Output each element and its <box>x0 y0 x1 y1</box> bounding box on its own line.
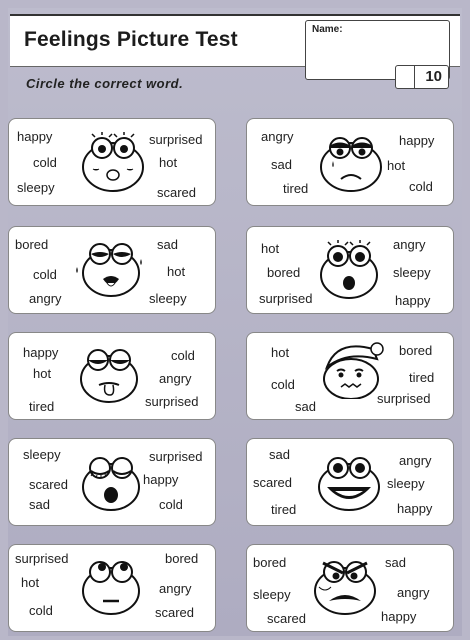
word-option[interactable]: surprised <box>145 394 199 409</box>
word-option[interactable]: sad <box>385 555 406 570</box>
word-option[interactable]: surprised <box>149 132 203 147</box>
word-option[interactable]: happy <box>143 472 179 487</box>
word-option[interactable]: sleepy <box>149 291 187 306</box>
bored-face-icon <box>75 555 147 617</box>
word-option[interactable]: tired <box>409 370 435 385</box>
word-option[interactable]: sad <box>157 237 178 252</box>
word-option[interactable]: sleepy <box>387 476 425 491</box>
scared-face-icon <box>313 239 385 301</box>
word-option[interactable]: hot <box>387 158 406 173</box>
word-option[interactable]: hot <box>159 155 178 170</box>
word-option[interactable]: angry <box>397 585 430 600</box>
score-blank[interactable] <box>396 66 415 88</box>
happy-face-icon <box>313 451 385 513</box>
worksheet-page <box>8 8 462 636</box>
word-option[interactable]: hot <box>167 264 186 279</box>
word-option[interactable]: angry <box>399 453 432 468</box>
word-option[interactable]: hot <box>271 345 290 360</box>
word-option[interactable]: cold <box>29 603 53 618</box>
word-option[interactable]: sleepy <box>23 447 61 462</box>
word-option[interactable]: sad <box>295 399 316 414</box>
word-option[interactable]: tired <box>283 181 309 196</box>
score-box <box>395 65 449 89</box>
word-option[interactable]: sleepy <box>393 265 431 280</box>
word-option[interactable]: happy <box>397 501 433 516</box>
feeling-card <box>8 544 216 632</box>
word-option[interactable]: angry <box>29 291 62 306</box>
hot-face-icon <box>75 237 147 299</box>
word-option[interactable]: sad <box>269 447 290 462</box>
word-option[interactable]: bored <box>267 265 301 280</box>
word-option[interactable]: happy <box>23 345 59 360</box>
word-option[interactable]: bored <box>15 237 49 252</box>
angry-face-icon <box>309 555 381 617</box>
word-option[interactable]: surprised <box>15 551 69 566</box>
word-option[interactable]: sad <box>29 497 50 512</box>
feeling-card <box>8 118 216 206</box>
feeling-card <box>246 226 454 314</box>
name-label: Name: <box>312 24 343 35</box>
worksheet-title: Feelings Picture Test <box>24 28 238 51</box>
word-option[interactable]: angry <box>159 581 192 596</box>
word-option[interactable]: happy <box>381 609 417 624</box>
word-option[interactable]: scared <box>157 185 197 200</box>
feeling-card <box>246 544 454 632</box>
sad-face-icon <box>315 131 387 193</box>
word-option[interactable]: surprised <box>377 391 431 406</box>
word-option[interactable]: hot <box>261 241 280 256</box>
feeling-card <box>246 332 454 420</box>
word-option[interactable]: scared <box>267 611 307 626</box>
word-option[interactable]: surprised <box>149 449 203 464</box>
word-option[interactable]: angry <box>261 129 294 144</box>
feeling-card <box>8 438 216 526</box>
word-option[interactable]: surprised <box>259 291 313 306</box>
word-option[interactable]: cold <box>409 179 433 194</box>
word-option[interactable]: angry <box>159 371 192 386</box>
word-option[interactable]: cold <box>159 497 183 512</box>
word-option[interactable]: bored <box>165 551 199 566</box>
word-option[interactable]: tired <box>271 502 297 517</box>
word-option[interactable]: cold <box>271 377 295 392</box>
word-option[interactable]: bored <box>399 343 433 358</box>
word-option[interactable]: sleepy <box>17 180 55 195</box>
word-option[interactable]: happy <box>17 129 53 144</box>
word-option[interactable]: cold <box>171 348 195 363</box>
instruction-text: Circle the correct word. <box>26 76 184 91</box>
word-option[interactable]: cold <box>33 155 57 170</box>
word-option[interactable]: bored <box>253 555 287 570</box>
word-option[interactable]: angry <box>393 237 426 252</box>
word-option[interactable]: tired <box>29 399 55 414</box>
word-option[interactable]: happy <box>395 293 431 308</box>
cold-face-icon <box>319 337 391 399</box>
surprised-face-icon <box>77 131 149 193</box>
sleepy-face-icon <box>75 451 147 513</box>
feeling-card <box>8 226 216 314</box>
word-option[interactable]: sleepy <box>253 587 291 602</box>
word-option[interactable]: hot <box>33 366 52 381</box>
feeling-card <box>8 332 216 420</box>
tired-face-icon <box>73 343 145 405</box>
score-total: 10 <box>425 68 442 85</box>
feeling-card <box>246 438 454 526</box>
word-option[interactable]: scared <box>29 477 69 492</box>
word-option[interactable]: sad <box>271 157 292 172</box>
word-option[interactable]: happy <box>399 133 435 148</box>
word-option[interactable]: scared <box>253 475 293 490</box>
word-option[interactable]: scared <box>155 605 195 620</box>
word-option[interactable]: hot <box>21 575 40 590</box>
feeling-card <box>246 118 454 206</box>
word-option[interactable]: cold <box>33 267 57 282</box>
